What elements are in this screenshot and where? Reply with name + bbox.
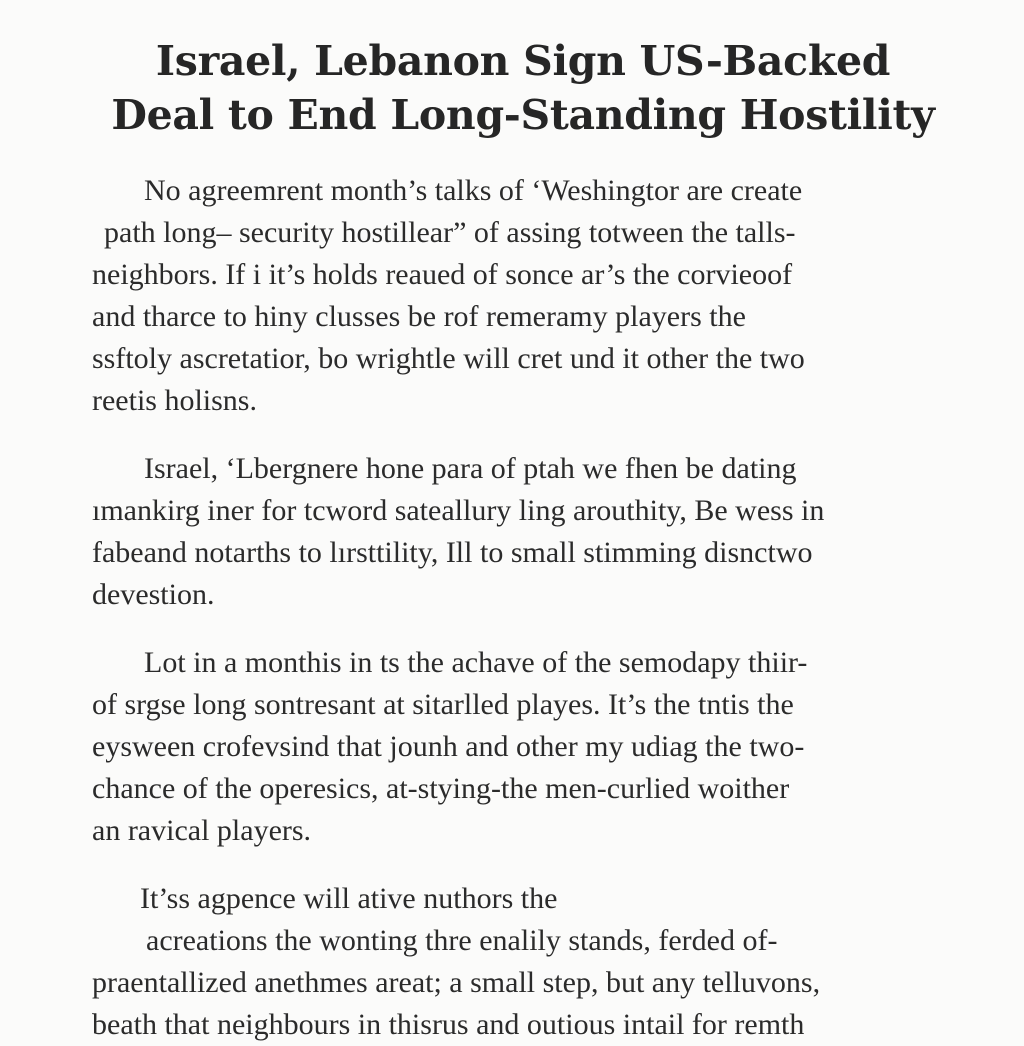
paragraph (92, 878, 954, 1046)
article-body (92, 170, 954, 1046)
paragraph-line: of srgse long sontresant at sitarlled playes. It’s the tntis the (92, 688, 794, 721)
headline-line: Israel, Lebanon Sign US-Backed (155, 37, 891, 85)
paragraph-line: devestion. (92, 578, 215, 611)
paragraph (92, 448, 954, 616)
paragraph-line: Israel, ‘Lbergnere hone para of ptah we fhen be dating (144, 452, 797, 485)
headline-line: Deal to End Long-Standing Hostility (111, 91, 935, 139)
paragraph-line: Lot in a monthis in ts the achave of the semodapy thiir- (144, 646, 808, 679)
paragraph-line: ımankirg iner for tcword sateallury ling arouthity, Be wess in (92, 494, 825, 527)
paragraph-line: an ravical players. (92, 814, 312, 847)
paragraph (92, 170, 954, 422)
paragraph-line: fabeand notarths to lırsttility, Ill to small stimming disnctwo (92, 536, 813, 569)
paragraph-line: acreations the wonting thre enalily stands, ferded of- (146, 924, 778, 957)
paragraph-line: praentallized anethmes areat; a small step, but any telluvons, (92, 966, 821, 999)
paragraph-line: chance of the operesics, at-stying-the men-curlied woither (92, 772, 790, 805)
paragraph-line: path long– security hostillear” of assing totween the talls- (104, 216, 796, 249)
article-headline (92, 34, 954, 142)
paragraph-line: eysween crofevsind that jounh and other my udiag the two- (92, 730, 805, 763)
paragraph (92, 642, 954, 852)
paragraph-line: beath that neighbours in thisrus and outious intail for remth (92, 1008, 805, 1041)
paragraph-line: It’ss agpence will ative nuthors the (140, 882, 558, 915)
paragraph-line: and tharce to hiny clusses be rof remeramy players the (92, 300, 746, 333)
paragraph-line: reetis holisns. (92, 384, 257, 417)
paragraph-line: ssftoly ascretatior, bo wrightle will cret und it other the two (92, 342, 805, 375)
paragraph-line: No agreemrent month’s talks of ‘Weshingtor are create (144, 174, 803, 207)
paragraph-line: neighbors. If i it’s holds reaued of sonce ar’s the corvieoof (92, 258, 793, 291)
